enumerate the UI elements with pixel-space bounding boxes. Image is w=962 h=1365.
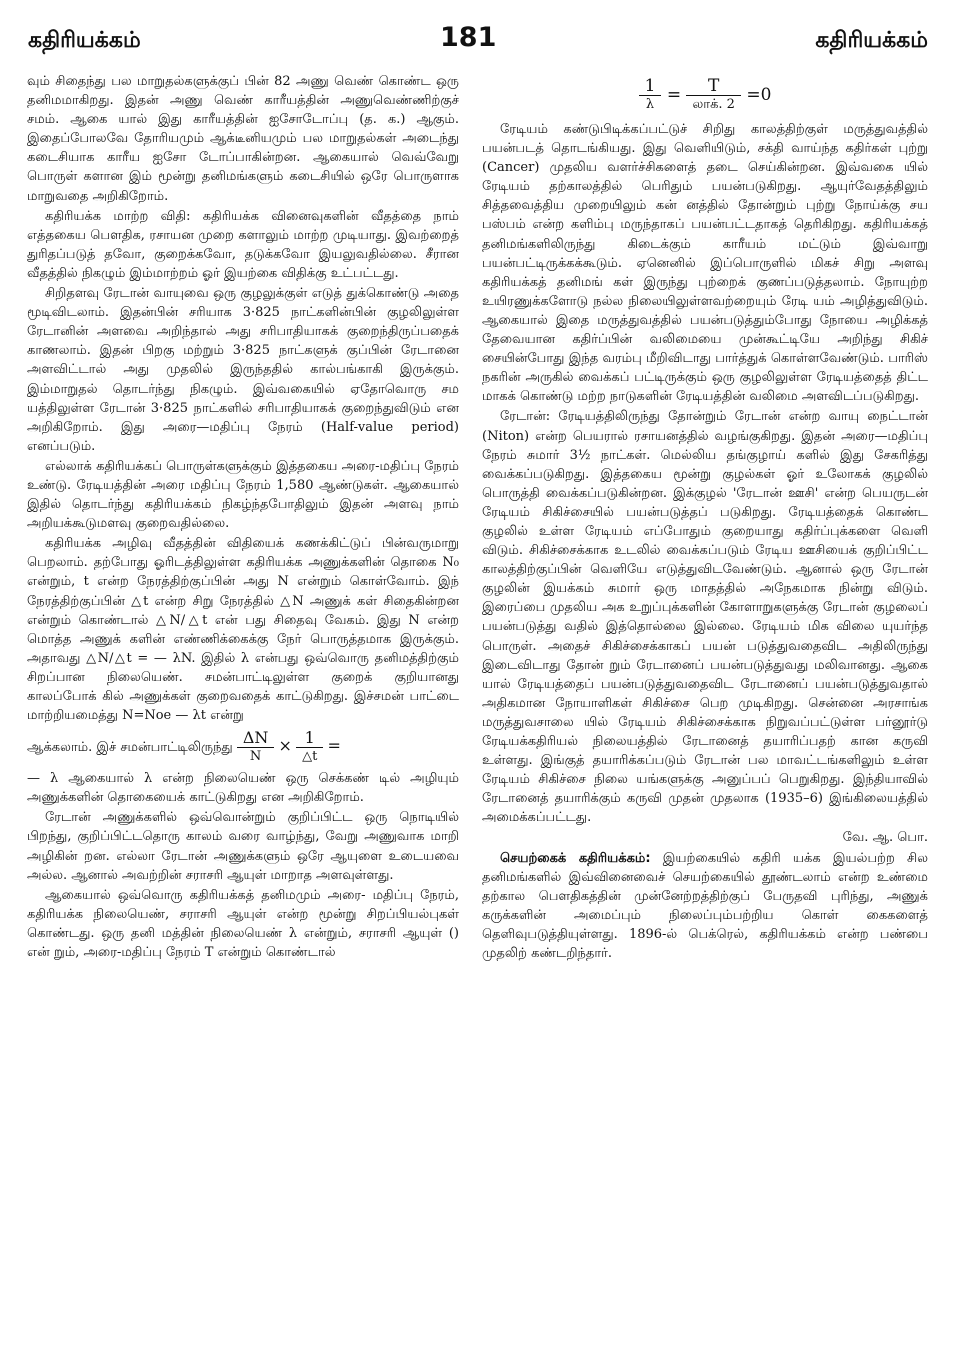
fraction-numerator: T: [686, 77, 740, 96]
paragraph-2: கதிரியக்க மாற்ற விதி: கதிரியக்க வினைவுகளின் வீதத்தை நாம் எத்தகைய பௌதிக, ரசாயன முறை களாலும் மாற்ற முடியாது. இவற்றைத் துரிதப்படுத் தவோ, குறைக்கவோ, தடுக்கவோ இயலுவதில்லை. சீரான வீதத்தில் நிகழும் இம்மாற்றம் ஓர் இயற்கை விதிக்கு உட்பட்டது.: [27, 208, 459, 281]
formula-tail: =0: [746, 85, 772, 105]
page-number: 181: [440, 22, 497, 53]
paragraph-artificial-radioactivity: [482, 849, 928, 964]
paragraph-6: ரேடான் அணுக்களில் ஒவ்வொன்றும் குறிப்பிட்ட ஒரு நொடியில் பிறந்து, குறிப்பிட்டதொரு காலம் வரை வாழ்ந்து, வேறு அணுவாக மாறி அழிகின் றன. எல்லா ரேடான் அணுக்களும் ஒரே ஆயுளை உடையவை அல்ல. ஆனால் அவற்றின் சராசரி ஆயுள் மாறாத அளவுள்ளது.: [27, 810, 459, 883]
times-sign: ×: [278, 736, 292, 756]
right-column: [482, 72, 928, 964]
running-head-right: கதிரியக்கம்: [815, 28, 928, 53]
paragraph-4: எல்லாக் கதிரியக்கப் பொருள்களுக்கும் இத்தகைய அரை-மதிப்பு நேரம் உண்டு. ரேடியத்தின் அரை மதிப்பு நேரம் 1,580 ஆண்டுகள். ஆகையால் இதில் தொடர்ந்து கதிரியக்கம் நிகழ்ந்தபோதிலும் இதன் அளவு நாம் அறியக்கூடுமளவு குறைவதில்லை.: [27, 458, 459, 532]
fraction-one-over-delta-t: [296, 729, 323, 766]
fraction-t-over-log2: [686, 77, 740, 114]
fraction-denominator: லாக். 2: [692, 97, 735, 112]
fraction-delta-n-over-n: [237, 729, 275, 766]
paragraph-radon: ரேடான்: ரேடியத்திலிருந்து தோன்றும் ரேடான் என்ற வாயு நைட்டான் (Niton) என்ற பெயரால் ரசாயனத்தில் வழங்குகிறது. இதன் அரை—மதிப்பு நேரம் சுமார் 3½ நாட்கள். மெல்லிய தங்குழாய் களில் இது சேகரித்து வைக்கப்படுகிறது. இத்தகைய மூன்று குழல்கள் ஓர் உலோகக் குழலில் பொருத்தி வைக்கப்படுகின்றன. இக்குழல் 'ரேடான் ஊசி' என்ற பெயருடன் ரேடியம் சிகிச்சையில் பயன்படுத்தப் படுகிறது. ரேடியத்தைக் கொண்ட குழலில் உள்ள ரேடியம் எப்போதும் குறையாது கதிர்ப்புக்களை வெளி விடும். சிகிச்சைக்காக உடலில் வைக்கப்படும் ரேடிய ஊசியைக் குறிப்பிட்ட காலத்திற்குப்பின் வெளியே எடுத்துவிடவேண்டும். ஆனால் ஒரு ரேடான் குழலின் இயக்கம் சுமார் ஒரு மாதத்தில் அநேகமாக நின்று விடும். இரைப்பை முதலிய அக உறுப்புக்களின் கோளாறுகளுக்கு ரேடான் குழலைப் பயன்படுத்து வதில் இத்தொல்லை இல்லை. ரேடியம் மிக விலை யுயர்ந்த பொருள். அதைச் சிகிச்சைக்காகப் பயன் படுத்துவதைவிட அதிலிருந்து இடைவிடாது தோன் றும் ரேடானைப் பயன்படுத்துவது மலிவானது. ஆகை யால் ரேடியத்தைப் பயன்படுத்துவதைவிட ரேடானைப் பயன்படுத்துவதால் அதிகமான நோயாளிகள் சிகிச்சை பெற முடிகிறது. சென்னை அரசாங்க மருத்துவசாலை யில் ரேடியம் சிகிச்சைக்காக நிறுவப்பட்டுள்ள பர்னூர்டு ரேடியக்கதிரியல் நிலையத்தில் ரேடானைத் தயாரிப்பதற் கான கருவி உள்ளது. இங்குத் தயாரிக்கப்படும் ரேடான் பல மாவட்டங்களிலும் உள்ள ரேடியம் சிகிச்சை நிலை யங்களுக்கு அனுப்பப் பெறுகிறது. இந்தியாவில் ரேடானைத் தயாரிக்கும் கருவி முதன் முதலாக (1935–6) இங்கிலையத்தில் அமைக்கப்பட்டது.: [482, 409, 928, 826]
paragraph-3: சிறிதளவு ரேடான் வாயுவை ஒரு குழலுக்குள் எடுத் துக்கொண்டு அதை மூடிவிடலாம். இதன்பின் சரியாக 3·825 நாட்களின்பின் குழலிலுள்ள ரேடானின் அளவை அறிந்தால் அது சரிபாதியாகக் குறைந்திருப்பதைக் காணலாம். இதன் பிறகு மற்றும் 3·825 நாட்களுக் குப்பின் ரேடானை அளவிட்டால் அது முதலில் இருந்ததில் கால்பங்காகி இருக்கும். இம்மாறுதல் தொடர்ந்து நிகழும். இவ்வகையில் ஏதோவொரு சம யத்திலுள்ள ரேடான் 3·825 நாட்களில் சரிபாதியாகக் குறைந்துவிடும் என அறிகிறோம். இது அரை—மதிப்பு நேரம் (Half-value period) எனப்படும்.: [27, 286, 459, 454]
fraction-numerator: 1: [639, 77, 662, 96]
page-header: [0, 0, 962, 70]
decay-equation-line: [27, 726, 459, 768]
fraction-denominator: λ: [645, 97, 655, 112]
equals-sign: =: [666, 85, 682, 105]
paragraph-5: கதிரியக்க அழிவு வீதத்தின் விதியைக் கணக்கிட்டுப் பின்வருமாறு பெறலாம். தற்போது ஓரிடத்திலுள்ள கதிரியக்க அணுக்களின் தொகை N₀ என்றும், t என்ற நேரத்திற்குப்பின் அது N என்றும் கொள்வோம். இந் நேரத்திற்குப்பின் △t என்ற சிறு நேரத்தில் △N அணுக் கள் சிதைகின்றன என்றும் கொண்டால் △N/△t என் பது சிதைவு வேகம். இது N என்ற மொத்த அணுக் களின் எண்ணிக்கைக்கு நேர் பொருத்தமாக இருக்கும். அதாவது △N/△t = — λN. இதில் λ என்பது ஒவ்வொரு தனிமத்திற்கும் சிறப்பான நிலையெண். சமன்பாட்டிலுள்ள குறைக் குறியானது காலப்போக் கில் அணுக்கள் குறைவதைக் காட்டுகிறது. இச்சமன் பாட்டை மாற்றியமைத்து N=Noe — λt என்று: [27, 536, 459, 724]
paragraph-1: வும் சிதைந்து பல மாறுதல்களுக்குப் பின் 82 அணு வெண் கொண்ட ஒரு தனிமமாகிறது. இதன் அணு வெண் காரீயத்தின் அணுவெண்ணிற்குச் சமம். ஆகை யால் இது காரீயத்தின் ஐசோடோப்பு (த. க.) ஆகும். இதைப்போலவே தோரியமும் ஆக்டீனியமும் பல மாறுதல்கள் அடைந்து கடைசியாக காரீய ஐசோ டோப்பாகின்றன. ஆகையால் வெவ்வேறு பொருள் களான இம் மூன்று தனிமங்களும் கடைசியில் ஒரே பொருளாக மாறுவதை அறிகிறோம்.: [27, 74, 459, 204]
fraction-denominator: △t: [302, 749, 318, 765]
equation-lead-text: ஆக்கலாம். இச் சமன்பாட்டிலிருந்து: [27, 740, 233, 756]
fraction-numerator: ΔN: [237, 729, 275, 748]
half-life-formula: [482, 72, 928, 118]
author-signoff-line: [482, 828, 928, 847]
paragraph-5-tail: — λ ஆகையால் λ என்ற நிலையெண் ஒரு செக்கண் டில் அழியும் அணுக்களின் தொகையைக் காட்டுகிறது என அறிகிறோம்.: [27, 771, 459, 806]
fraction-numerator: 1: [296, 729, 323, 748]
equals-sign: =: [327, 736, 341, 756]
fraction-denominator: N: [249, 749, 262, 765]
fraction-one-over-lambda: [639, 77, 662, 114]
section-body: இயற்கையில் கதிரி யக்க இயல்பற்ற சில தனிமங்களில் இவ்வினைவைச் செயற்கையில் தூண்டலாம் என்ற உண்மை தற்கால பௌதிகத்தின் முன்னேற்றத்திற்குப் பேருதவி புரிந்து, அணுக் கருக்களின் அமைப்பும் நிலைப்பும்பற்றிய கொள் கைகளைத் தெளிவுபடுத்தியுள்ளது. 1896-ல் பெக்ரெல், கதிரியக்கம் என்ற பண்பை முதலிற் கண்டறிந்தார்.: [482, 850, 928, 962]
section-heading: செயற்கைக் கதிரியக்கம்:: [500, 850, 651, 866]
paragraph-7: ஆகையால் ஒவ்வொரு கதிரியக்கத் தனிமமும் அரை- மதிப்பு நேரம், கதிரியக்க நிலையெண், சராசரி ஆயுள் என்ற மூன்று சிறப்பியல்புகள் கொண்டது. ஒரு தனி மத்தின் நிலையெண் λ என்றும், சராசரி ஆயுள் () என் றும், அரை-மதிப்பு நேரம் T என்றும் கொண்டால்: [27, 887, 459, 961]
left-column: [27, 72, 459, 963]
running-head-left: கதிரியக்கம்: [28, 28, 141, 53]
author-initials: வே. ஆ. பொ.: [842, 830, 928, 846]
paragraph-radium-medicine: ரேடியம் கண்டுபிடிக்கப்பட்டுச் சிறிது காலத்திற்குள் மருத்துவத்தில் பயன்படத் தொடங்கியது. இது வெளியிடும், சக்தி வாய்ந்த கதிர்கள் புற்று (Cancer) முதலிய வளர்ச்சிகளைத் தடை செய்கின்றன. இவ்வகை யில் ரேடியம் தற்காலத்தில் பெரிதும் பயன்படுகிறது. ஆயுர்வேதத்திலும் சித்தவைத்திய முறையிலும் கன் னத்தில் தோன்றும் புற்று நோய்க்கு சய பஸ்பம் என்ற களிம்பு மருந்தாகப் பயன்பட்டதாகத் தெரிகிறது. கதிரியக்கத் தனிமங்களிலிருந்து கிடைக்கும் காரீயம் மட்டும் இவ்வாறு பயன்பட்டிருக்கக்கூடும். ஏனெனில் இப்பொருளில் மிகச் சிறு அளவு கதிரியக்கத் தனிமங் கள் இருந்து புற்றைக் குணப்படுத்தலாம். நோயுற்ற உயிரணுக்களோடு நல்ல நிலையிலுள்ளவற்றையும் ரேடி யம் அழித்துவிடும். ஆகையால் இதை மருத்துவத்தில் பயன்படுத்தும்போது நோயை அழிக்கத் தேவையான கதிர்ப்பின் வலிமையை முன்கூட்டியே அறிந்து சிகிச் சையின்போது இந்த வரம்பு மீறிவிடாது பார்த்துக் கொள்ளவேண்டும். பாரிஸ் நகரின் அருகில் வைக்கப் பட்டிருக்கும் ஒரு குழலிலுள்ள ரேடியத்தைத் திட்ட மாகக் கொண்டு மற்ற நாடுகளின் ரேடியத்தின் வலிமை அளவிடப்படுகிறது.: [482, 122, 928, 405]
